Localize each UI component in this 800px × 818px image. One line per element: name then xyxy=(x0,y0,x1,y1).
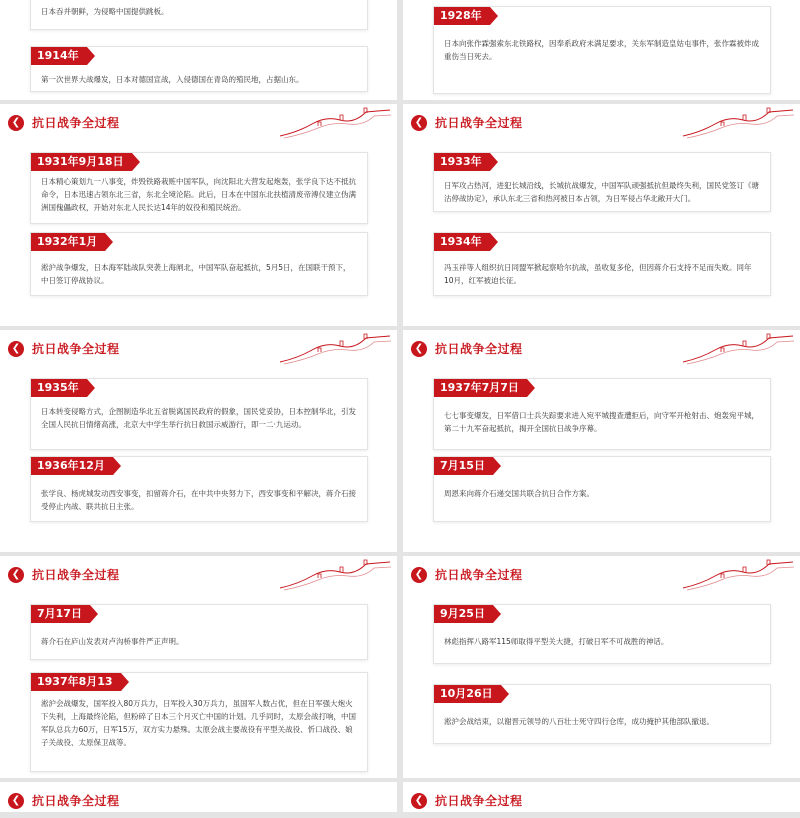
event-text: 林彪指挥八路军115师取得平型关大捷，打破日军不可战胜的神话。 xyxy=(444,637,669,646)
date-tag: 1933年 xyxy=(434,153,490,171)
slide-title: 抗日战争全过程 xyxy=(435,116,523,130)
event-text: 日本转变侵略方式，企图制造华北五省脱离国民政府的假象，国民党妥协，日本控制华北，引发全国人民抗日情绪高涨，北京大中学生举行抗日救国示威游行，即一二·九运动。 xyxy=(41,407,356,429)
slide-header xyxy=(403,782,800,818)
slide-title: 抗日战争全过程 xyxy=(32,794,120,808)
event-text: 七七事变爆发，日军借口士兵失踪要求进入宛平城搜查遭拒后，向守军开枪射击、炮轰宛平城，第二十九军奋起抵抗，揭开全国抗日战争序幕。 xyxy=(444,411,759,433)
event-card xyxy=(433,456,771,522)
date-tag: 1936年12月 xyxy=(31,457,113,475)
event-card xyxy=(433,6,771,94)
event-card xyxy=(30,152,368,224)
great-wall-icon xyxy=(278,558,393,592)
event-text: 日军攻占热河，进犯长城沿线，长城抗战爆发，中国军队顽强抵抗但最终失利，国民党签订《塘沽停战协定》，承认东北三省和热河被日本占领，为日军侵占华北敞开大门。 xyxy=(444,181,759,203)
slide-title: 抗日战争全过程 xyxy=(435,568,523,582)
event-text: 周恩来向蒋介石递交国共联合抗日合作方案。 xyxy=(444,489,594,498)
date-tag: 1937年8月13 xyxy=(31,673,121,691)
slide-header xyxy=(0,330,397,366)
slide-header xyxy=(0,104,397,140)
event-card xyxy=(30,232,368,296)
slide-header xyxy=(403,556,800,592)
event-card xyxy=(433,232,771,296)
date-tag: 1928年 xyxy=(434,7,490,25)
date-tag: 1914年 xyxy=(31,47,87,65)
back-arrow-icon[interactable]: ❮ xyxy=(411,793,427,809)
date-tag: 1934年 xyxy=(434,233,490,251)
event-card xyxy=(30,456,368,522)
slide-header xyxy=(0,556,397,592)
event-text: 第一次世界大战爆发，日本对德国宣战，入侵德国在青岛的殖民地，占据山东。 xyxy=(41,75,304,84)
event-text: 日本精心策划九一八事变，炸毁铁路栽赃中国军队，向沈阳北大营发起炮轰，张学良下达不抵抗命令，日本迅速占领东北三省，东北全境沦陷。此后，日本在中国东北扶植清废帝溥仪建立伪满洲国傀儡政权，开始对东北人民长达14年的奴役和殖民统治。 xyxy=(41,177,356,212)
back-arrow-icon[interactable]: ❮ xyxy=(8,115,24,131)
great-wall-icon xyxy=(681,332,796,366)
event-text: 淞沪会战结束，以谢晋元领导的八百壮士死守四行仓库，成功掩护其他部队撤退。 xyxy=(444,717,714,726)
slide-title: 抗日战争全过程 xyxy=(32,568,120,582)
slide-7[interactable] xyxy=(0,556,397,778)
event-card xyxy=(30,46,368,92)
slide-10[interactable] xyxy=(403,782,800,812)
slide-3[interactable] xyxy=(0,104,397,326)
slide-header xyxy=(0,782,397,818)
slide-4[interactable] xyxy=(403,104,800,326)
event-card xyxy=(30,672,368,772)
event-card xyxy=(30,0,368,30)
slide-title: 抗日战争全过程 xyxy=(435,794,523,808)
event-card xyxy=(433,684,771,744)
great-wall-icon xyxy=(278,332,393,366)
back-arrow-icon[interactable]: ❮ xyxy=(411,567,427,583)
date-tag: 1937年7月7日 xyxy=(434,379,527,397)
slide-title: 抗日战争全过程 xyxy=(435,342,523,356)
event-card xyxy=(30,604,368,660)
date-tag: 10月26日 xyxy=(434,685,501,703)
event-card xyxy=(30,378,368,450)
back-arrow-icon[interactable]: ❮ xyxy=(8,793,24,809)
slide-5[interactable] xyxy=(0,330,397,552)
event-text: 淞沪战争爆发，日本海军陆战队突袭上海闸北，中国军队奋起抵抗，5月5日，在国联干预下，中日签订停战协议。 xyxy=(41,263,351,285)
great-wall-icon xyxy=(278,106,393,140)
slide-title: 抗日战争全过程 xyxy=(32,116,120,130)
event-card xyxy=(433,604,771,664)
date-tag: 9月25日 xyxy=(434,605,493,623)
date-tag: 1932年1月 xyxy=(31,233,105,251)
back-arrow-icon[interactable]: ❮ xyxy=(8,567,24,583)
date-tag: 1931年9月18日 xyxy=(31,153,132,171)
event-text: 日本吞并朝鲜，为侵略中国提供跳板。 xyxy=(41,7,169,16)
event-card xyxy=(433,378,771,450)
back-arrow-icon[interactable]: ❮ xyxy=(8,341,24,357)
event-text: 日本向张作霖强索东北铁路权，因奉系政府未满足要求，关东军制造皇姑屯事件，张作霖被炸成重伤当日死去。 xyxy=(444,39,759,61)
slide-2[interactable] xyxy=(403,0,800,100)
event-text: 张学良、杨虎城发动西安事变，扣留蒋介石，在中共中央努力下，西安事变和平解决，蒋介石接受停止内战、联共抗日主张。 xyxy=(41,489,356,511)
date-tag: 7月17日 xyxy=(31,605,90,623)
event-text: 蒋介石在庐山发表对卢沟桥事件严正声明。 xyxy=(41,637,184,646)
date-tag: 7月15日 xyxy=(434,457,493,475)
great-wall-icon xyxy=(681,558,796,592)
slide-9[interactable] xyxy=(0,782,397,812)
event-card xyxy=(433,152,771,212)
back-arrow-icon[interactable]: ❮ xyxy=(411,341,427,357)
slide-6[interactable] xyxy=(403,330,800,552)
slide-header xyxy=(403,104,800,140)
back-arrow-icon[interactable]: ❮ xyxy=(411,115,427,131)
event-text: 冯玉祥等人组织抗日同盟军掀起察哈尔抗战，虽收复多伦，但因蒋介石支持不足而失败。同年10月，红军被迫长征。 xyxy=(444,263,752,285)
slide-title: 抗日战争全过程 xyxy=(32,342,120,356)
date-tag: 1935年 xyxy=(31,379,87,397)
slide-1[interactable] xyxy=(0,0,397,100)
slide-8[interactable] xyxy=(403,556,800,778)
event-text: 淞沪会战爆发，国军投入80万兵力，日军投入30万兵力，虽国军人数占优，但在日军强大炮火下失利，上海最终沦陷，但粉碎了日本三个月灭亡中国的计划。几乎同时，太原会战打响，中国军队总兵力60万，日军15万，双方实力悬殊。太原会战主要战役有平型关战役、忻口战役、娘子关战役、太原保卫战等。 xyxy=(41,699,356,747)
slide-header xyxy=(403,330,800,366)
great-wall-icon xyxy=(681,106,796,140)
